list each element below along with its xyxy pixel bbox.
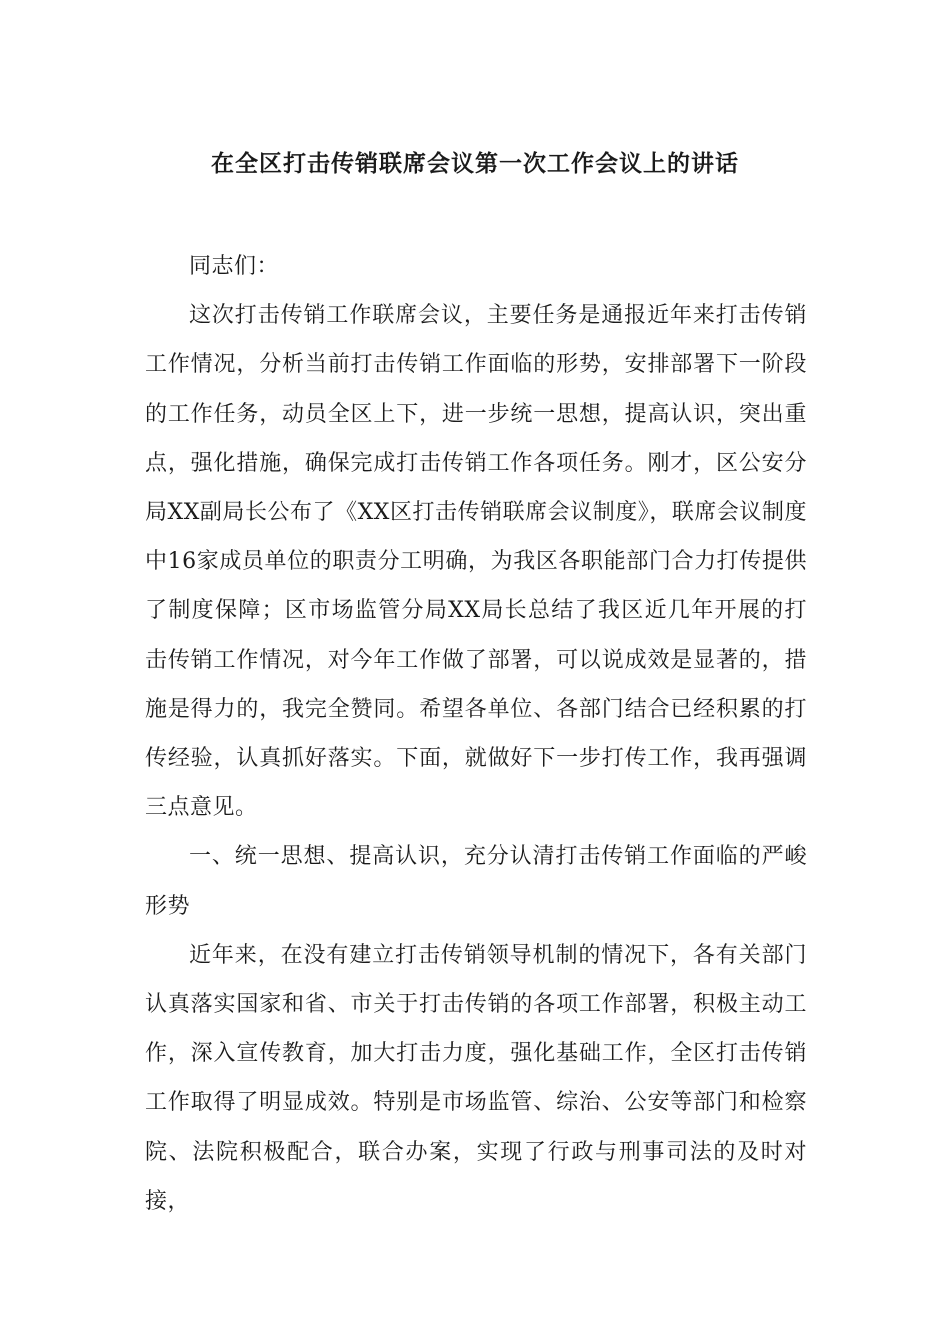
salutation-paragraph: 同志们： — [189, 254, 280, 279]
body-paragraph: 近年来，在没有建立打击传销领导机制的情况下，各有关部门认真落实国家和省、市关于打击传销的各项工作部署，积极主动工作，深入宣传教育，加大打击力度，强化基础工作，全区打击传销工作取得了明显成效。特别是市场监管、综治、公安等部门和检察院、法院积极配合，联合办案，实现了行政与刑事司法的及时对接， — [145, 942, 807, 1214]
document-title: 在全区打击传销联席会议第一次工作会议上的讲话 — [211, 151, 739, 177]
document-body — [145, 242, 807, 1226]
section-heading-paragraph: 一、统一思想、提高认识，充分认清打击传销工作面临的严峻形势 — [145, 844, 807, 919]
intro-paragraph: 这次打击传销工作联席会议，主要任务是通报近年来打击传销工作情况，分析当前打击传销工作面临的形势，安排部署下一阶段的工作任务，动员全区上下，进一步统一思想，提高认识，突出重点，强化措施，确保完成打击传销工作各项任务。刚才，区公安分局XX副局长公布了《XX区打击传销联席会议制度》，联席会议制度中16家成员单位的职责分工明确，为我区各职能部门合力打传提供了制度保障；区市场监管分局XX局长总结了我区近几年开展的打击传销工作情况，对今年工作做了部署，可以说成效是显著的，措施是得力的，我完全赞同。希望各单位、各部门结合已经积累的打传经验，认真抓好落实。下面，就做好下一步打传工作，我再强调三点意见。 — [145, 303, 807, 821]
